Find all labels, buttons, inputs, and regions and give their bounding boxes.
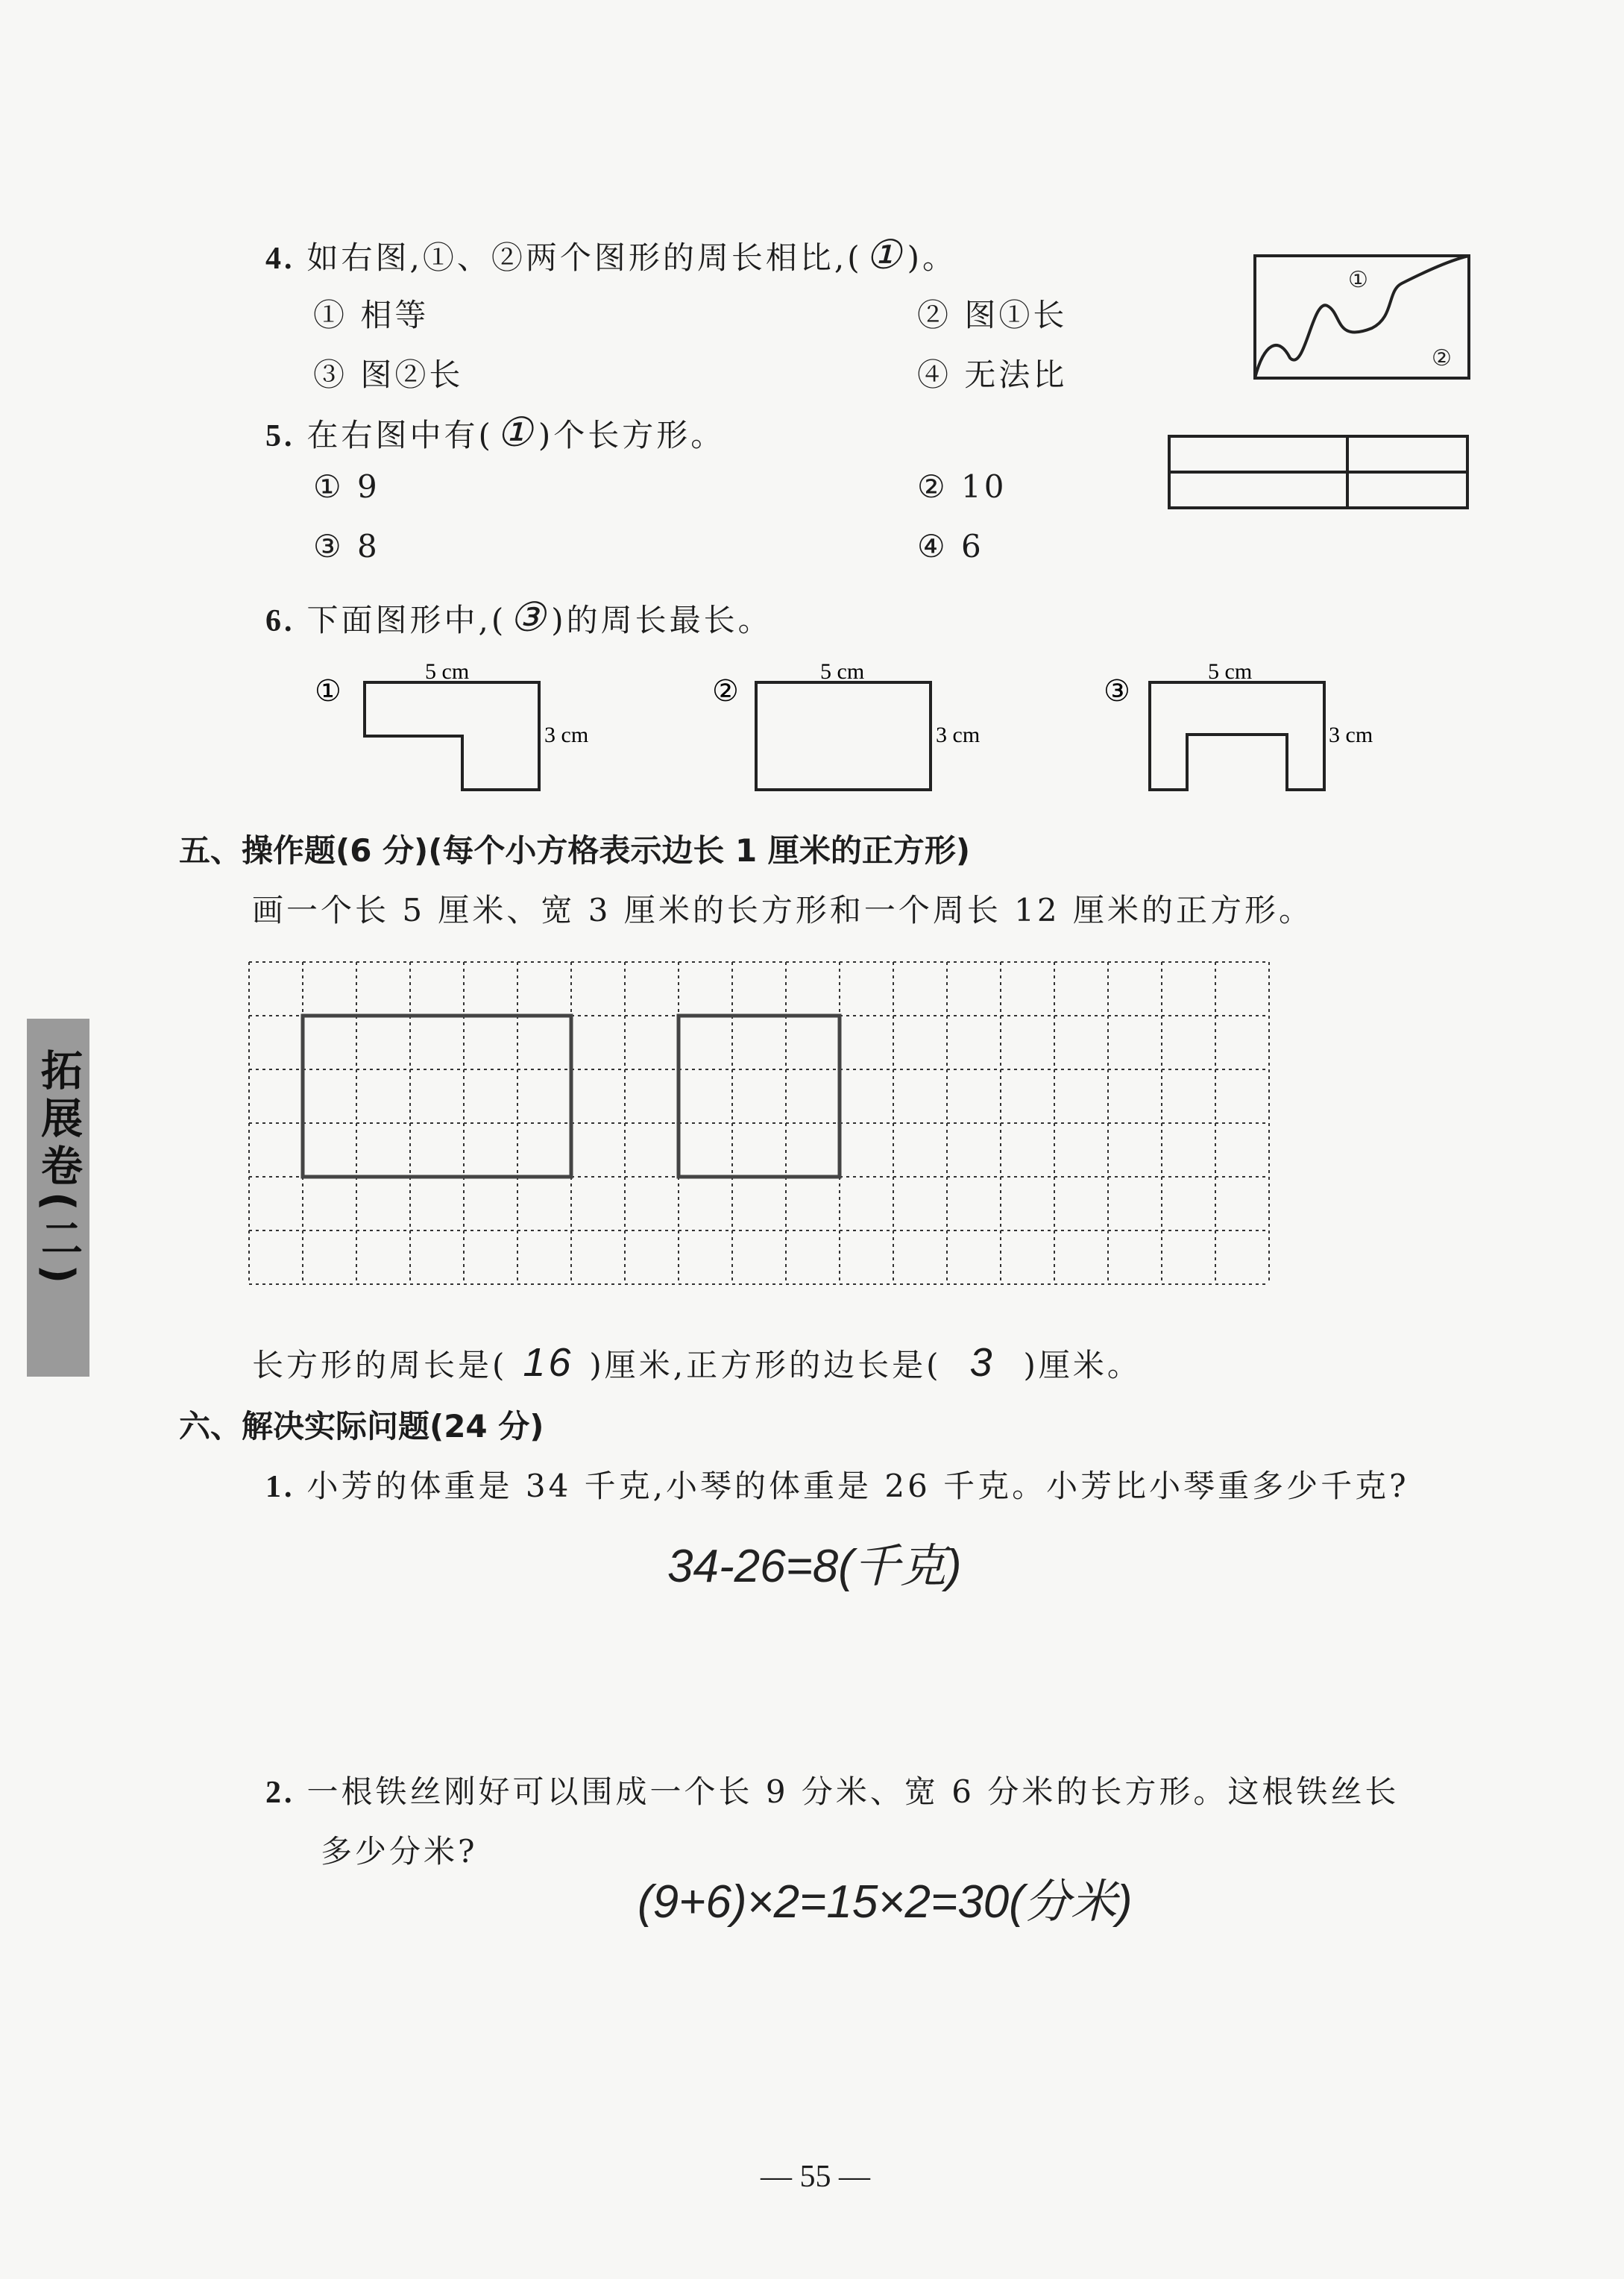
q6-figure-2-label: ② [712,674,739,708]
q4-text-end: )。 [907,239,957,276]
q4-option-2: ② 图①长 [917,297,1068,333]
answer-text: )厘米。 [1023,1347,1142,1383]
q6-figure-3-height: 3 cm [1329,723,1373,747]
q5-option-2: ② 10 [917,468,1007,505]
q6-figure-1-height: 3 cm [544,723,589,747]
q5-text-end: )个长方形。 [538,417,726,453]
q5-figure [1167,434,1473,512]
q6-figure-2-width: 5 cm [820,659,865,684]
q5-answer[interactable]: ① [496,410,536,455]
q6-figure-2 [712,659,980,790]
q6-figure-1-width: 5 cm [425,659,470,684]
s6-q1 [265,1462,1409,1506]
q4-text: 如右图,①、②两个图形的周长相比,( [306,239,863,276]
q4-figure [1253,254,1473,382]
q4-option-1: ① 相等 [313,297,429,333]
answer-text: )厘米,正方形的边长是( [589,1347,942,1383]
q6-figures [313,649,1432,798]
s6-q2-number: 2. [265,1776,295,1810]
q4-option-3: ③ 图②长 [313,356,464,393]
q6-figure-1 [315,659,588,790]
q4-figure-label-1: ① [1348,267,1368,293]
q6-text: 下面图形中,( [306,602,507,638]
section-5-title: 五、操作题(6 分)(每个小方格表示边长 1 厘米的正方形) [179,832,971,869]
rectangle-perimeter-answer[interactable]: 16 [523,1340,574,1385]
drawing-grid[interactable] [246,959,1272,1287]
side-tab [27,1019,89,1377]
section-6-title: 六、解决实际问题(24 分) [179,1408,544,1445]
q4-question [265,231,957,278]
q4-figure-label-2: ② [1432,345,1452,371]
s6-q2-text: 一根铁丝刚好可以围成一个长 9 分米、宽 6 分米的长方形。这根铁丝长 [306,1773,1400,1810]
square-side-answer[interactable]: 3 [969,1340,995,1385]
s6-q1-text: 小芳的体重是 34 千克,小琴的体重是 26 千克。小芳比小琴重多少千克? [306,1468,1409,1504]
q6-number: 6. [265,604,295,638]
q6-text-end: )的周长最长。 [551,602,772,638]
q6-figure-3-width: 5 cm [1208,659,1253,684]
drawn-square [679,1016,840,1177]
q4-number: 4. [265,242,295,276]
s6-q2 [265,1767,1399,1812]
q6-figure-2-height: 3 cm [936,723,981,747]
q6-answer[interactable]: ③ [509,595,549,640]
q5-text: 在右图中有( [306,417,494,453]
side-tab-label: 拓展卷(二) [34,1049,83,1290]
s6-q2-handwritten-answer[interactable]: (9+6)×2=15×2=30(分米) [638,1876,1133,1928]
page-number: — 55 — [761,2160,870,2194]
s6-q1-handwritten-answer[interactable]: 34-26=8(千克) [667,1541,962,1592]
answer-text: 长方形的周长是( [252,1347,508,1383]
q5-option-1: ① 9 [313,468,380,505]
q5-number: 5. [265,419,295,453]
drawn-rectangle [303,1016,571,1177]
q5-question [265,409,725,456]
q6-figure-3 [1104,659,1373,790]
q6-question [265,594,772,641]
q4-answer[interactable]: ① [865,233,904,277]
q6-figure-3-label: ③ [1104,674,1130,708]
s6-q2-text-line2: 多少分米? [321,1833,478,1870]
q5-option-4: ④ 6 [917,528,984,565]
section-5-instruction: 画一个长 5 厘米、宽 3 厘米的长方形和一个周长 12 厘米的正方形。 [252,892,1313,928]
q5-option-3: ③ 8 [313,528,380,565]
s6-q1-number: 1. [265,1470,295,1504]
section-5-answer [252,1339,1142,1386]
q4-option-4: ④ 无法比 [917,356,1068,393]
q6-figure-1-label: ① [315,674,342,708]
